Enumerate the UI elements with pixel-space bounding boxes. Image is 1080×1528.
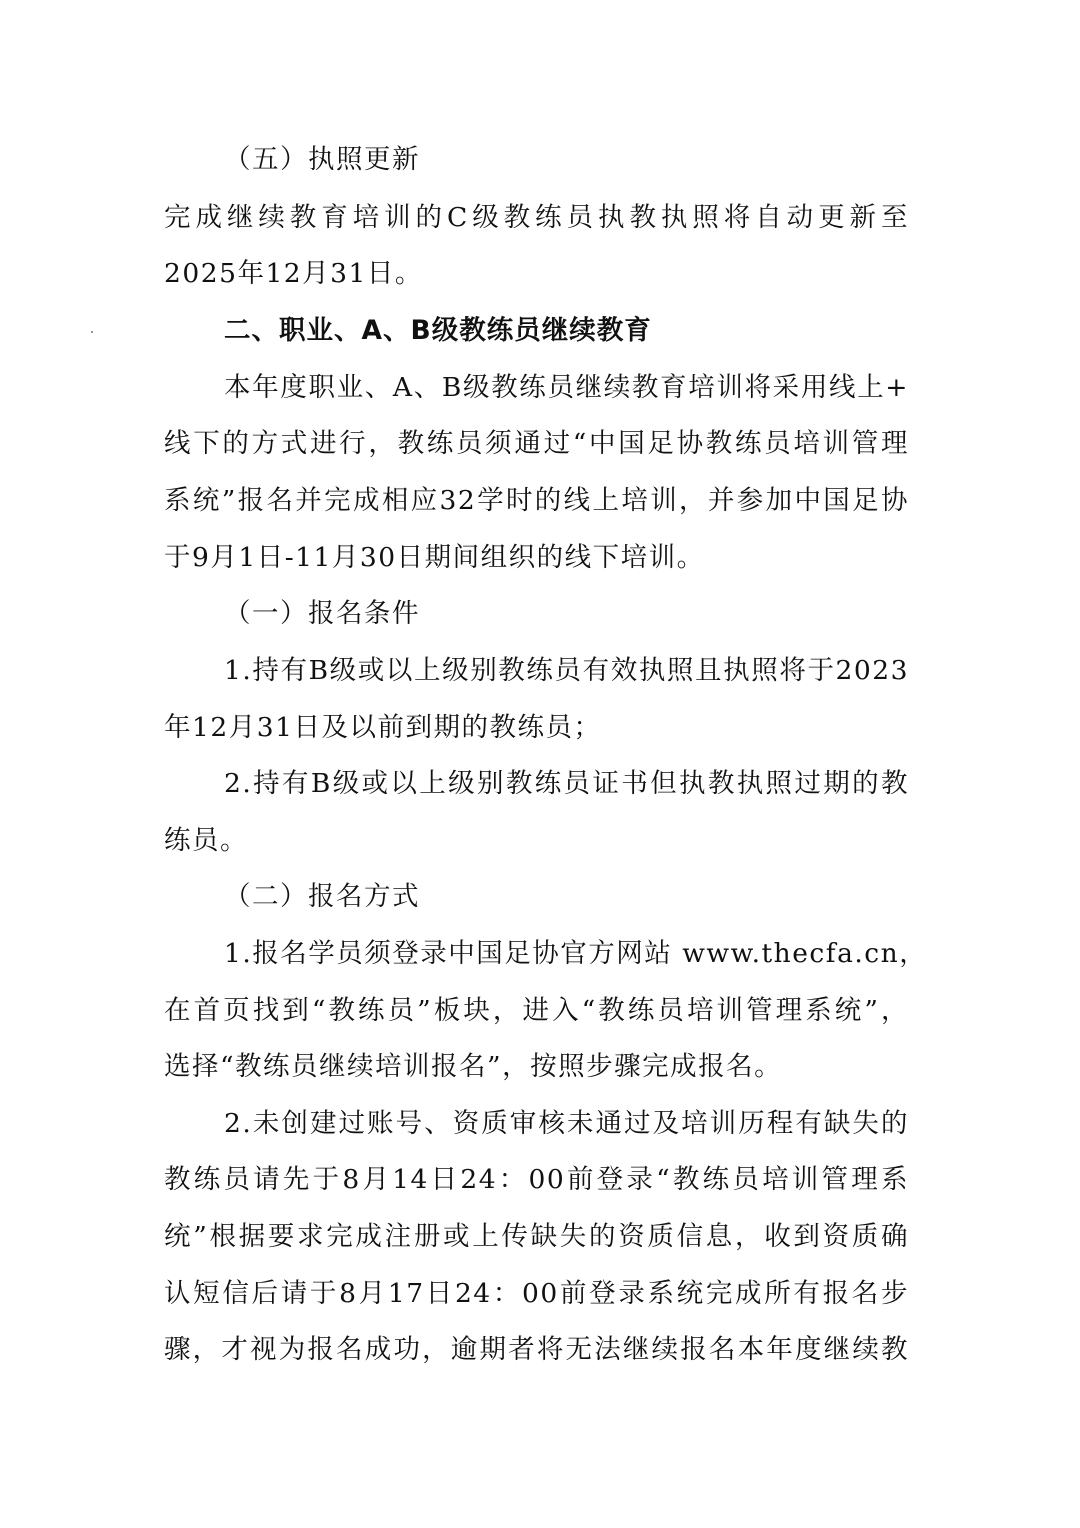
paragraph-line: 2025年12月31日。 bbox=[164, 258, 423, 289]
subheading-registration-method: （二）报名方式 bbox=[224, 881, 420, 912]
section-heading: 二、职业、A、B级教练员继续教育 bbox=[224, 315, 652, 346]
paragraph-line: 骤，才视为报名成功，逾期者将无法继续报名本年度继续教 bbox=[164, 1334, 909, 1365]
subheading-license-renewal: （五）执照更新 bbox=[224, 144, 420, 175]
paragraph-line: 选择“教练员继续培训报名”，按照步骤完成报名。 bbox=[164, 1051, 783, 1082]
paragraph-line: 练员。 bbox=[164, 825, 248, 856]
list-item: 1.报名学员须登录中国足协官方网站 www.thecfa.cn， bbox=[224, 938, 928, 969]
list-item: 2.持有B级或以上级别教练员证书但执教执照过期的教 bbox=[224, 768, 909, 799]
paragraph-line: 教练员请先于8月14日24：00前登录“教练员培训管理系 bbox=[164, 1164, 909, 1195]
paragraph-line: 系统”报名并完成相应32学时的线上培训，并参加中国足协 bbox=[164, 485, 909, 516]
subheading-registration-conditions: （一）报名条件 bbox=[224, 598, 420, 629]
paragraph-line: 本年度职业、A、B级教练员继续教育培训将采用线上+ bbox=[224, 372, 909, 403]
scan-speck bbox=[91, 331, 93, 333]
paragraph-line: 在首页找到“教练员”板块，进入“教练员培训管理系统”， bbox=[164, 995, 909, 1026]
paragraph-line: 统”根据要求完成注册或上传缺失的资质信息，收到资质确 bbox=[164, 1221, 909, 1252]
list-item: 2.未创建过账号、资质审核未通过及培训历程有缺失的 bbox=[224, 1108, 909, 1139]
paragraph-line: 线下的方式进行，教练员须通过“中国足协教练员培训管理 bbox=[164, 428, 909, 459]
paragraph-line: 于9月1日-11月30日期间组织的线下培训。 bbox=[164, 542, 705, 573]
paragraph-line: 完成继续教育培训的C级教练员执教执照将自动更新至 bbox=[164, 202, 909, 233]
paragraph-line: 年12月31日及以前到期的教练员； bbox=[164, 712, 602, 743]
paragraph-line: 认短信后请于8月17日24：00前登录系统完成所有报名步 bbox=[164, 1278, 909, 1309]
list-item: 1.持有B级或以上级别教练员有效执照且执照将于2023 bbox=[224, 655, 909, 686]
